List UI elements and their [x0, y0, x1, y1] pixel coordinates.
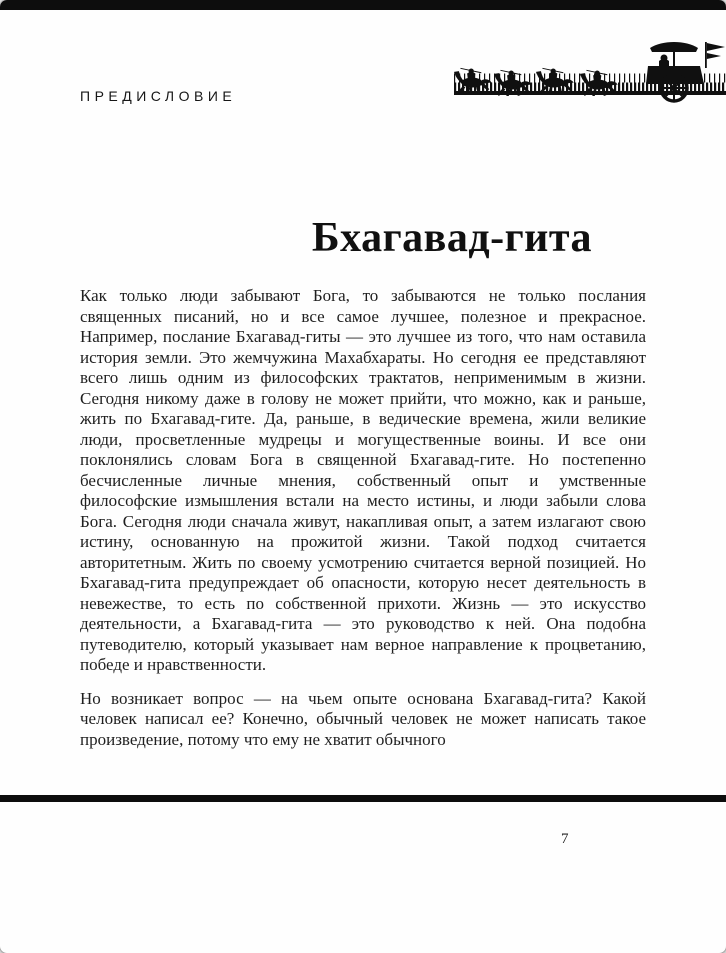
battle-chariot-illustration	[454, 42, 726, 106]
body-paragraph: Но возникает вопрос — на чьем опыте основана Бхагавад-гита? Какой человек написал ее? Конечно, обычный человек не может написать такое произведение, потому что ему не хватит обычного	[80, 688, 646, 749]
top-rule	[0, 0, 726, 10]
bottom-rule	[0, 795, 726, 802]
section-header: ПРЕДИСЛОВИЕ	[80, 88, 237, 104]
chapter-title: Бхагавад-гита	[311, 215, 592, 261]
body-paragraph: Как только люди забывают Бога, то забываются не только послания священных писаний, но и все самое лучшее, полезное и прекрасное. Например, послание Бхагавад-гиты — это лучшее из того, что нам оставила история земли. Это жемчужина Махабхараты. Но сегодня ее представляют всего лишь одним из философских трактатов, неприменимым в жизни. Сегодня никому даже в голову не может прийти, что можно, как и раньше, жить по Бхагавад-гите. Да, раньше, в ведические времена, жили великие люди, просветленные мудрецы и могущественные воины. И все они поклонялись словам Бога в священной Бхагавад-гите. Но постепенно бесчисленные личные мнения, собственный опыт и умственные философские измышления встали на место истины, и люди забыли слова Бога. Сегодня люди сначала живут, накапливая опыт, а затем излагают свою истину, основанную на прожитой жизни. Такой подход считается авторитетным. Жить по своему усмотрению считается верной позицией. Но Бхагавад-гита предупреждает об опасности, которую несет деятельность в невежестве, то есть по собственной прихоти. Жизнь — это искусство деятельности, а Бхагавад-гита — это руководство к ней. Она подобна путеводителю, который указывает нам верное направление к процветанию, победе и нравственности.	[80, 286, 646, 674]
page-number: 7	[561, 831, 569, 847]
body-text	[80, 286, 646, 750]
